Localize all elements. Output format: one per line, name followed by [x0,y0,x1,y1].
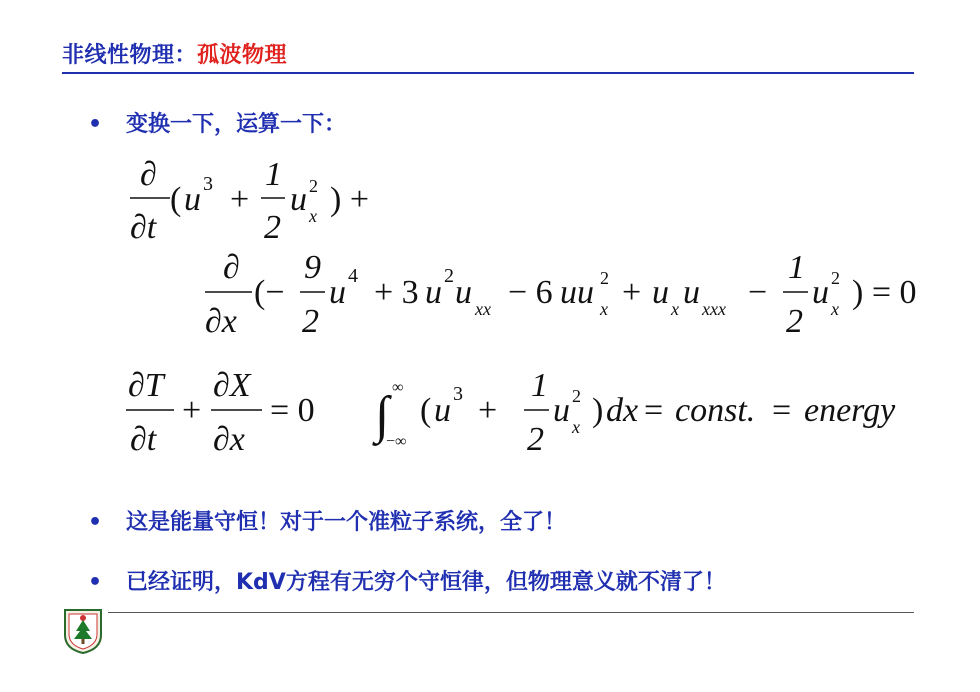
svg-text:2: 2 [309,176,318,196]
svg-text:2: 2 [302,303,319,340]
svg-text:u: u [553,392,570,429]
svg-text:u: u [425,274,442,311]
svg-text:∞: ∞ [392,379,404,396]
svg-text:2: 2 [572,386,581,406]
equation-line-3a [126,367,315,458]
bullet-marker: • [88,510,103,535]
svg-text:∂x: ∂x [213,421,245,458]
svg-text:+ 3: + 3 [374,274,419,311]
equation-line-2 [205,249,917,340]
svg-text:2: 2 [527,421,544,458]
svg-text:1: 1 [531,367,548,404]
svg-text:=: = [644,392,664,429]
bullet-3 [88,565,726,596]
title-main: 非线性物理： [62,43,198,68]
title-highlight: 孤波物理 [197,43,288,68]
svg-text:+: + [478,392,498,429]
svg-text:u: u [812,274,829,311]
svg-text:energy: energy [804,392,896,429]
svg-text:3: 3 [453,383,463,405]
svg-text:x: x [671,299,679,319]
svg-text:9: 9 [304,249,321,286]
bullet-2-text: 这是能量守恒！对于一个准粒子系统，全了！ [126,510,567,535]
svg-text:−: − [748,274,768,311]
svg-text:(: ( [420,392,432,429]
svg-text:3: 3 [203,173,213,195]
svg-text:4: 4 [348,265,358,287]
svg-text:2: 2 [600,268,609,288]
svg-text:2: 2 [786,303,803,340]
svg-text:+: + [182,392,202,429]
svg-text:1: 1 [265,156,282,193]
equation-line-1 [130,156,369,246]
svg-text:2: 2 [444,265,454,287]
bullet-1-text: 变换一下，运算一下： [126,112,347,137]
svg-text:(−: (− [254,274,285,311]
equation-line-3b [372,367,896,458]
svg-text:x: x [572,417,580,437]
bullet-marker: • [88,112,103,137]
svg-text:const.: const. [675,392,756,429]
svg-text:+: + [622,274,642,311]
svg-text:u: u [652,274,669,311]
svg-text:u: u [455,274,472,311]
svg-text:x: x [309,206,317,226]
svg-text:2: 2 [831,268,840,288]
svg-text:x: x [600,299,608,319]
svg-text:) +: ) + [330,181,369,218]
svg-text:x: x [831,299,839,319]
svg-text:∂t: ∂t [130,421,157,458]
svg-text:2: 2 [264,209,281,246]
svg-text:(: ( [170,181,182,218]
bullet-3-text: 已经证明，KdV方程有无穷个守恒律，但物理意义就不清了！ [126,570,726,595]
svg-text:∂x: ∂x [205,303,237,340]
bullet-2 [88,505,566,536]
bullet-marker: • [88,570,103,595]
svg-text:u: u [184,181,201,218]
university-seal-icon [62,607,104,655]
svg-text:∫: ∫ [375,387,390,444]
svg-text:−∞: −∞ [386,433,407,450]
svg-text:+: + [230,181,250,218]
svg-text:u: u [290,181,307,218]
svg-text:1: 1 [788,249,805,286]
footer-rule [108,612,914,613]
svg-text:∂t: ∂t [130,209,157,246]
svg-text:): ) [592,392,604,429]
svg-text:xx: xx [475,299,491,319]
svg-text:∂: ∂ [140,156,157,193]
svg-text:∂T: ∂T [128,367,164,404]
svg-text:uu: uu [560,274,594,311]
svg-text:dx: dx [606,392,639,429]
svg-text:u: u [683,274,700,311]
svg-text:=: = [772,392,792,429]
svg-text:u: u [434,392,451,429]
svg-text:− 6: − 6 [508,274,553,311]
svg-text:) = 0: ) = 0 [852,274,917,311]
svg-text:= 0: = 0 [270,392,315,429]
svg-text:u: u [329,274,346,311]
svg-text:∂: ∂ [223,249,240,286]
svg-text:xxx: xxx [702,299,726,319]
svg-text:∂X: ∂X [213,367,251,404]
